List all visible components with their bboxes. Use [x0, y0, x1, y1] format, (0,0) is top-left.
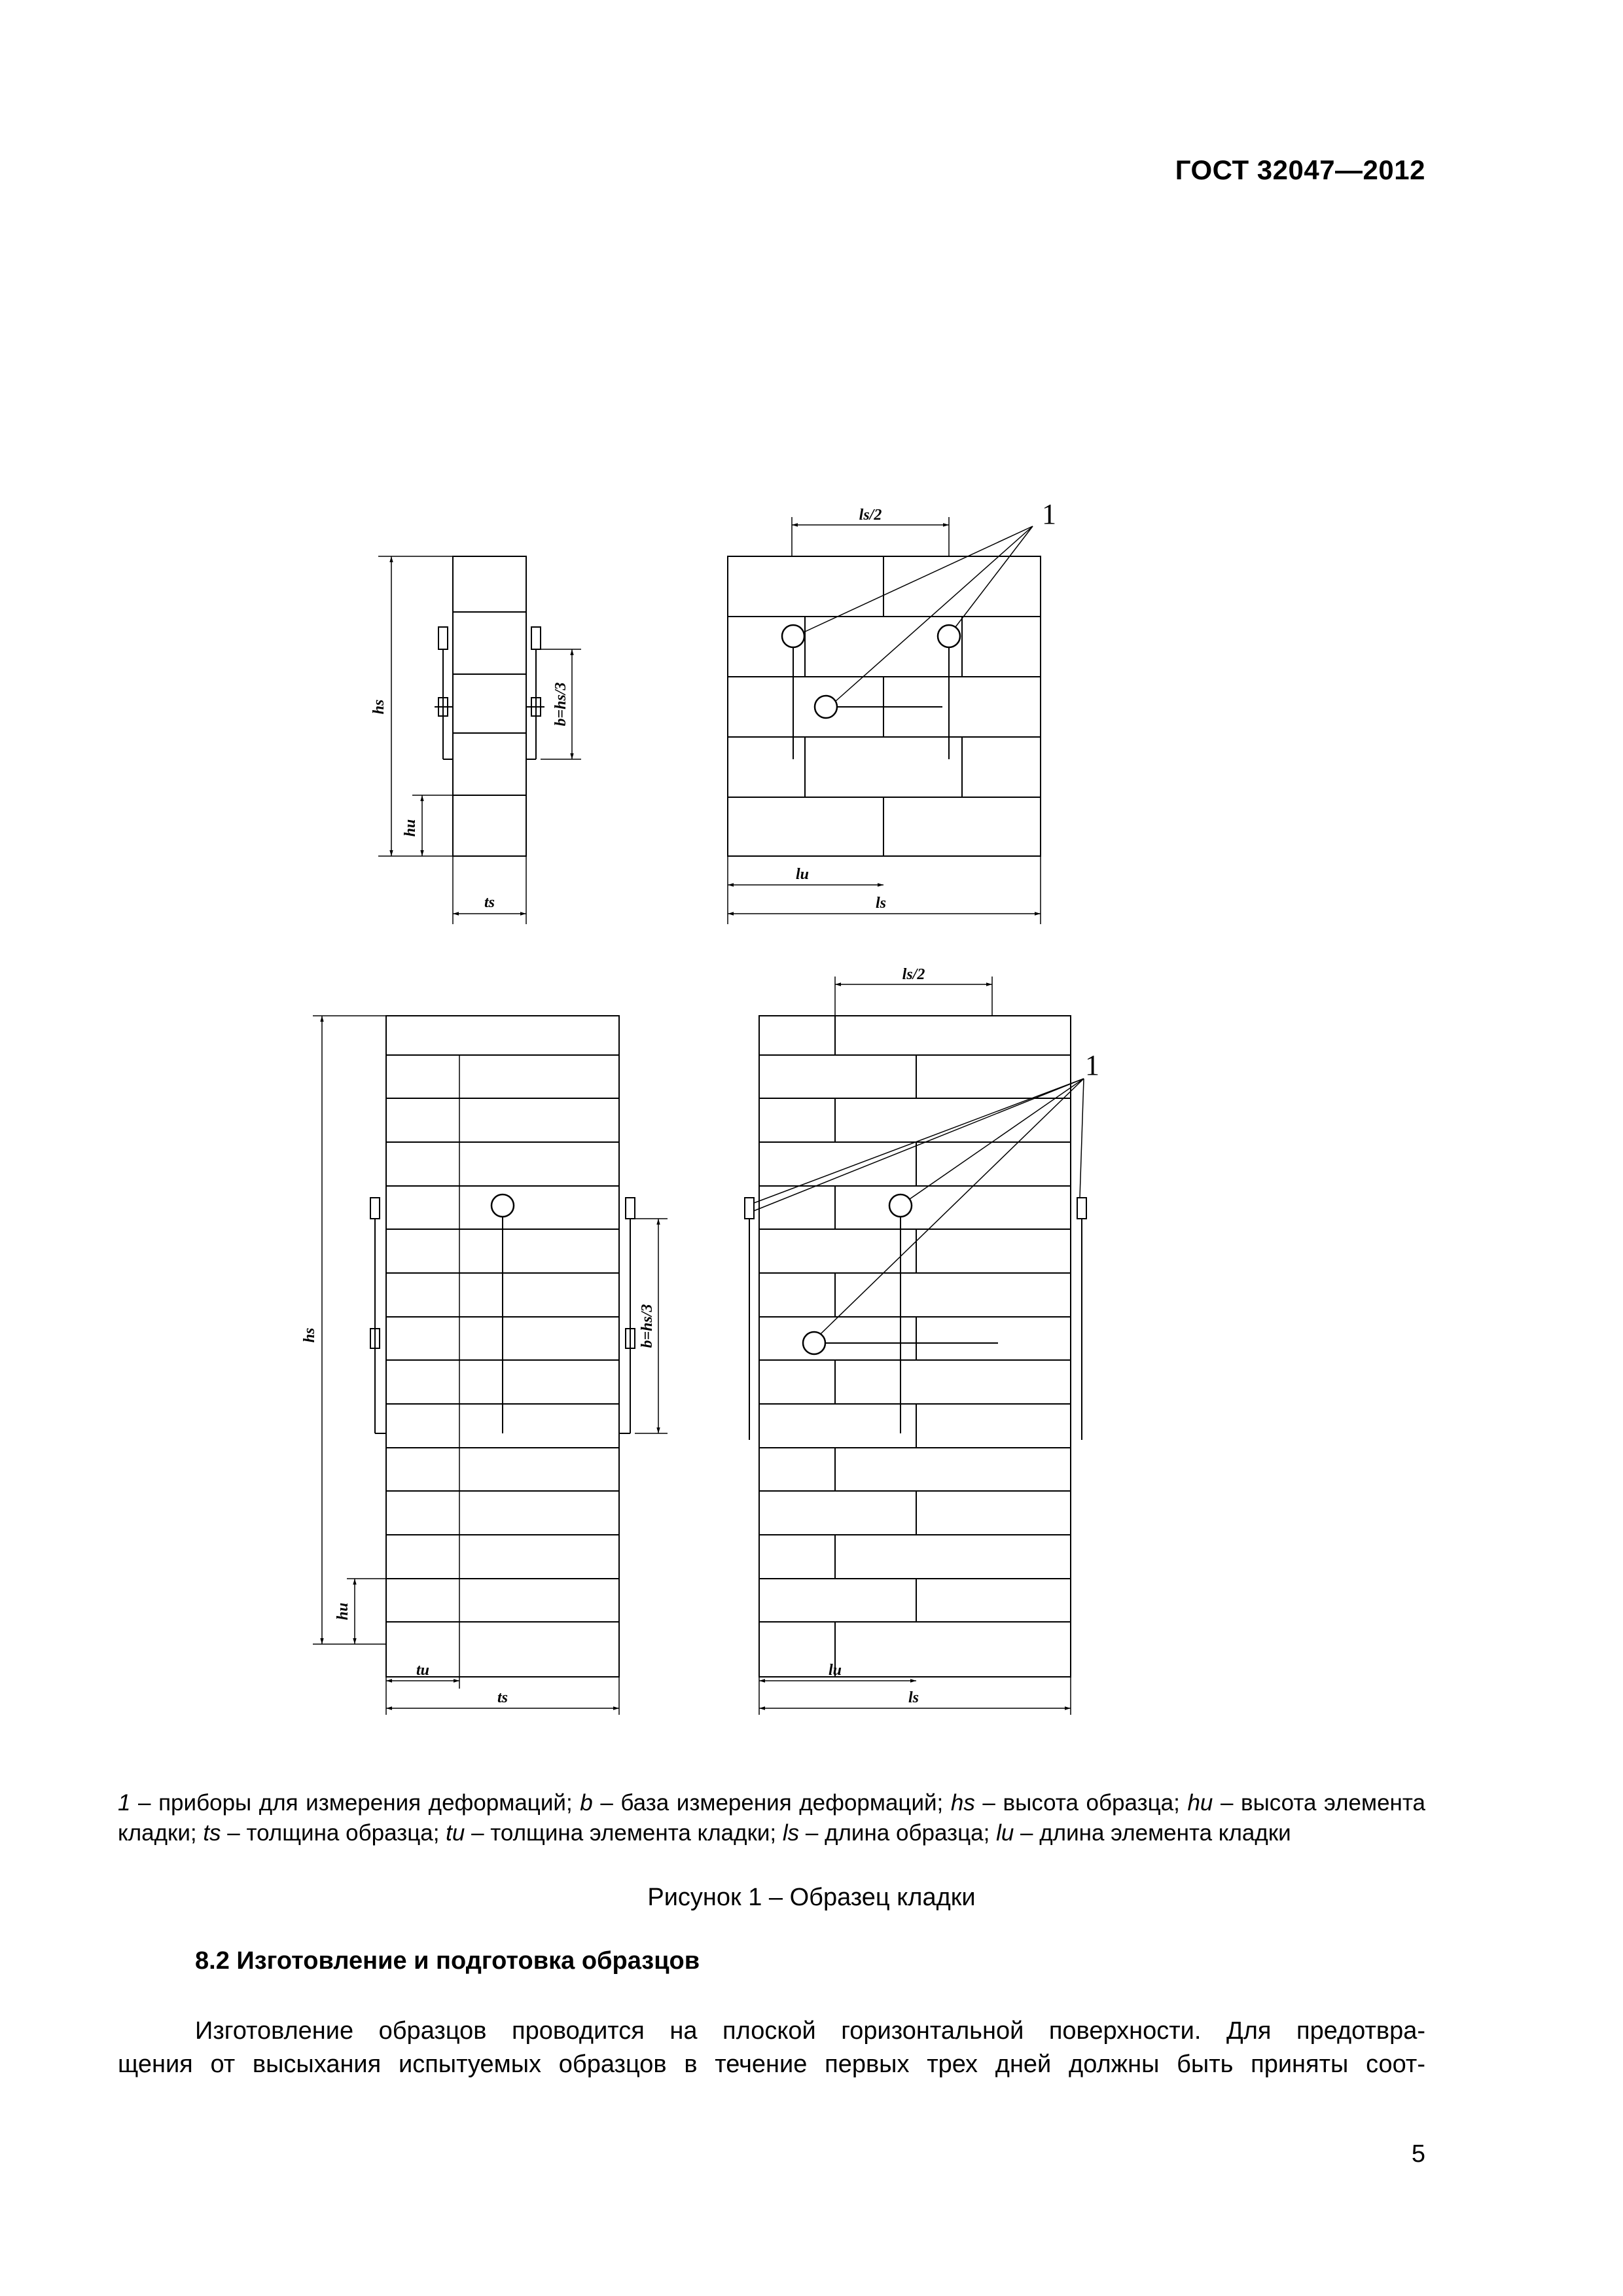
label-b-top-left: b=hs/3 — [552, 682, 569, 726]
legend-sym-tu: tu — [446, 1820, 465, 1846]
legend-sym-lu: lu — [996, 1820, 1014, 1846]
legend-sym-1: 1 — [118, 1790, 131, 1816]
legend-text-7: – длина образца; — [799, 1820, 997, 1846]
front-view-small — [728, 517, 1041, 924]
legend-text-8: – длина элемента кладки — [1014, 1820, 1291, 1846]
label-hs-top-left: hs — [370, 699, 387, 715]
legend-text-4: – высота элемента кладки; — [118, 1790, 1425, 1846]
side-view-small — [378, 556, 581, 924]
legend-sym-hu: hu — [1187, 1790, 1213, 1816]
label-hs-bottom-left: hs — [301, 1327, 318, 1343]
label-hu-top-left: hu — [402, 819, 419, 837]
label-ts-top-left: ts — [484, 894, 495, 911]
legend-text-1: – приборы для измерения деформаций; — [130, 1790, 580, 1816]
label-ts-bottom-left: ts — [497, 1689, 508, 1706]
section-heading: 8.2 Изготовление и подготовка образцов — [195, 1947, 700, 1975]
callout-1-top: 1 — [1042, 498, 1056, 530]
front-view-large — [745, 977, 1086, 1715]
label-hu-bottom-left: hu — [334, 1602, 351, 1621]
legend-sym-hs: hs — [950, 1790, 975, 1816]
page-number: 5 — [1411, 2140, 1425, 2168]
figure-caption: Рисунок 1 – Образец кладки — [647, 1884, 976, 1911]
legend-text-6: – толщина элемента кладки; — [465, 1820, 783, 1846]
label-tu-bottom-left: tu — [416, 1662, 430, 1679]
paragraph-line-2: щения от высыхания испытуемых образцов в течение первых трех дней должны быть приняты соот- — [118, 2051, 1425, 2078]
label-lu-top: lu — [795, 866, 810, 883]
document-code: ГОСТ 32047—2012 — [1175, 154, 1425, 185]
label-ls-half-top: ls/2 — [859, 507, 882, 524]
label-lu-bottom: lu — [828, 1662, 842, 1679]
figure-legend — [118, 1788, 1425, 1848]
legend-text-3: – высота образца; — [974, 1790, 1188, 1816]
paragraph-line-1: Изготовление образцов проводится на плоской горизонтальной поверхности. Для предотвра- — [195, 2017, 1425, 2045]
callout-1-bottom: 1 — [1085, 1049, 1099, 1081]
label-ls-top: ls — [875, 895, 887, 912]
legend-sym-ts: ts — [203, 1820, 221, 1846]
label-b-bottom-left: b=hs/3 — [639, 1304, 656, 1348]
legend-text-5: – толщина образца; — [221, 1820, 446, 1846]
label-ls-bottom: ls — [908, 1689, 919, 1706]
legend-sym-ls: ls — [782, 1820, 800, 1846]
legend-text-2: – база измерения деформаций; — [592, 1790, 951, 1816]
side-view-large — [313, 1016, 668, 1715]
label-ls-half-bottom: ls/2 — [902, 966, 925, 983]
body-paragraph — [118, 2015, 1425, 2081]
legend-sym-b: b — [580, 1790, 593, 1816]
